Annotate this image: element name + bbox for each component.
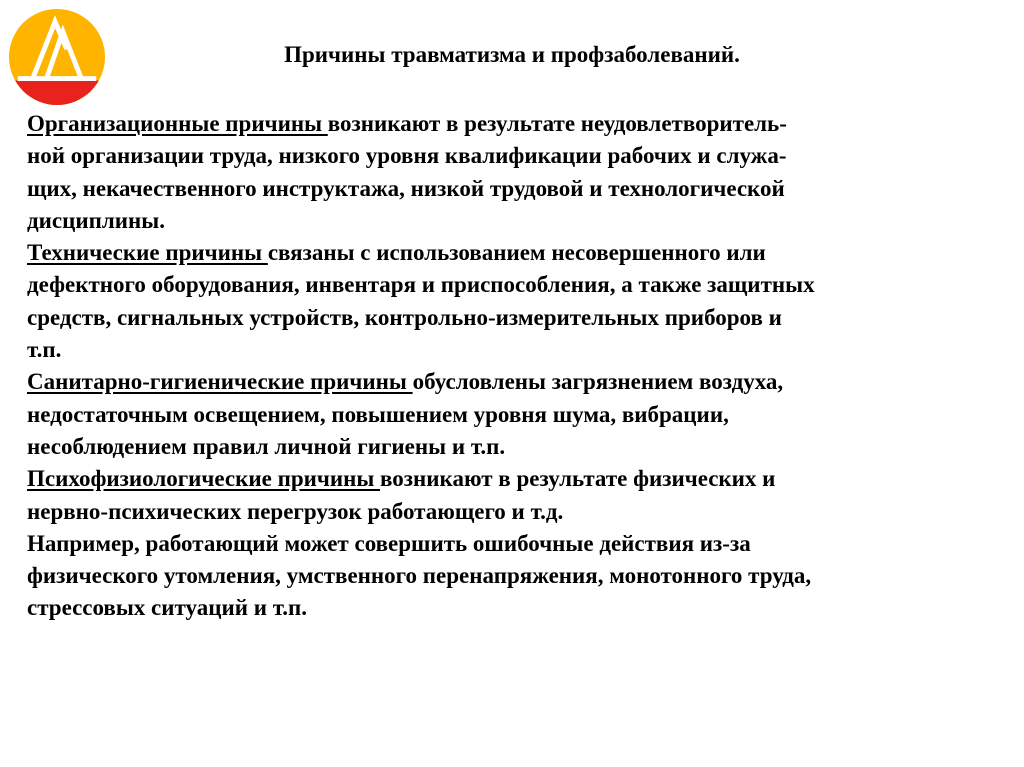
paragraph-text: возникают в результате физических и: [380, 466, 776, 492]
content-body: [27, 108, 1017, 625]
paragraph-text: возникают в результате неудовлетворитель-: [327, 111, 787, 136]
paragraph-psychophysiological: [27, 463, 1017, 528]
term-sanitary: Санитарно-гигиенические причины: [27, 369, 413, 395]
paragraph-text: обусловлены загрязнением воздуха,: [412, 369, 784, 395]
paragraph-line: несоблюдением правил личной гигиены и т.п.: [27, 433, 506, 459]
term-technical: Технические причины: [27, 240, 268, 266]
paragraph-first-line: [27, 463, 1017, 495]
paragraph-line: ной организации труда, низкого уровня квалификации рабочих и служа-: [27, 143, 787, 169]
page-title: Причины травматизма и профзаболеваний.: [284, 42, 740, 67]
paragraph-line: нервно-психических перегрузок работающего и т.д.: [27, 498, 564, 524]
paragraph-first-line: [27, 237, 1017, 269]
paragraph-line: Например, работающий может совершить ошибочные действия из-за: [27, 530, 751, 556]
paragraph-example: [27, 528, 1017, 625]
paragraph-line: т.п.: [27, 337, 62, 363]
paragraph-line: дефектного оборудования, инвентаря и приспособления, а также защитных: [27, 272, 815, 298]
paragraph-sanitary: [27, 366, 1017, 463]
paragraph-technical: [27, 237, 1017, 366]
paragraph-text: связаны с использованием несовершенного или: [267, 240, 766, 266]
paragraph-line: недостаточным освещением, повышением уровня шума, вибрации,: [27, 401, 729, 427]
paragraph-line: физического утомления, умственного перенапряжения, монотонного труда,: [27, 563, 812, 589]
paragraph-organizational: [27, 108, 1017, 237]
paragraph-first-line: [27, 108, 1017, 140]
term-psychophysiological: Психофизиологические причины: [27, 466, 381, 492]
paragraph-line: щих, некачественного инструктажа, низкой трудовой и технологической: [27, 175, 785, 201]
paragraph-line: стрессовых ситуаций и т.п.: [27, 595, 308, 621]
paragraph-line: дисциплины.: [27, 207, 165, 233]
paragraph-line: средств, сигнальных устройств, контрольно-измерительных приборов и: [27, 304, 782, 330]
paragraph-first-line: [27, 366, 1017, 398]
term-organizational: Организационные причины: [27, 111, 328, 136]
